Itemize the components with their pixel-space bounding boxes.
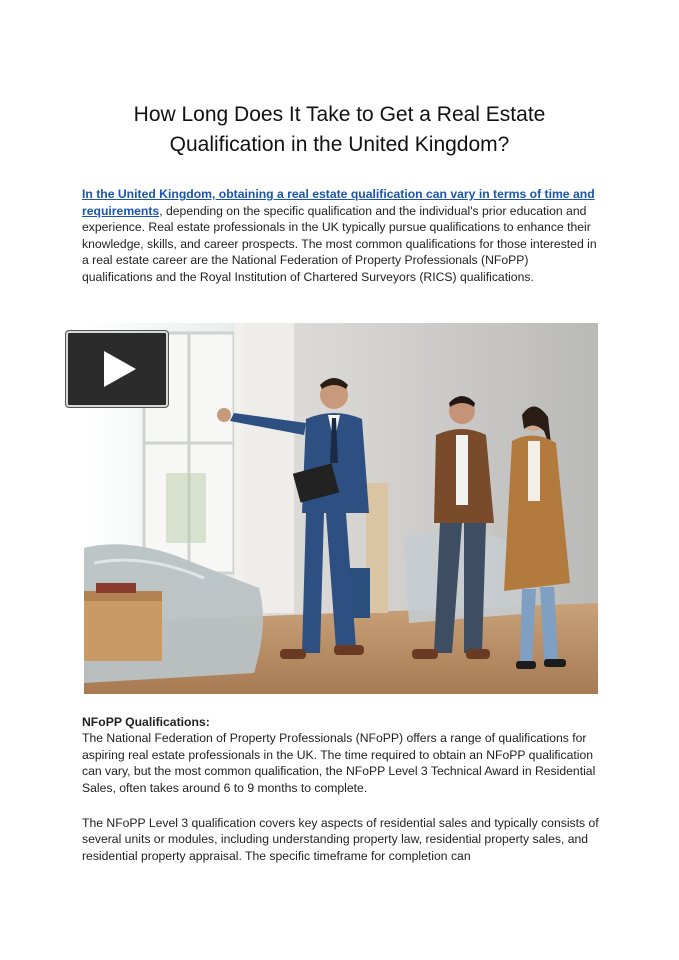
intro-link[interactable]: In the United Kingdom, obtaining a real estate qualification can vary in terms of time and requirements xyxy=(82,187,595,218)
title-line-1: How Long Does It Take to Get a Real Estate xyxy=(133,103,546,126)
nfopp-level3-paragraph xyxy=(82,815,602,864)
title-line-2: Qualification in the United Kingdom? xyxy=(169,133,510,156)
play-button[interactable] xyxy=(66,331,168,407)
nfopp-section xyxy=(82,714,597,796)
section-body: The NFoPP Level 3 qualification covers key aspects of residential sales and typically consists of several units or modules, including understanding property law, residential property sales, and residential property appraisal. The specific timeframe for completion can xyxy=(82,816,599,863)
intro-paragraph xyxy=(82,186,597,286)
section-heading: NFoPP Qualifications: xyxy=(82,715,210,729)
intro-text: , depending on the specific qualification and the individual's prior education and experience. Real estate professionals in the UK typically pursue qualifications to enhance their knowledge, skills, and career prospects. The most common qualifications for those interested in a real estate career are the National Federation of Property Professionals (NFoPP) qualifications and the Royal Institution of Chartered Surveyors (RICS) qualifications. xyxy=(82,203,597,284)
page-title xyxy=(40,100,639,160)
play-icon xyxy=(68,333,166,405)
section-body: The National Federation of Property Professionals (NFoPP) offers a range of qualifications for aspiring real estate professionals in the UK. The time required to obtain an NFoPP qualification can vary, but the most common qualification, the NFoPP Level 3 Technical Award in Residential Sales, often takes around 6 to 9 months to complete. xyxy=(82,731,596,795)
